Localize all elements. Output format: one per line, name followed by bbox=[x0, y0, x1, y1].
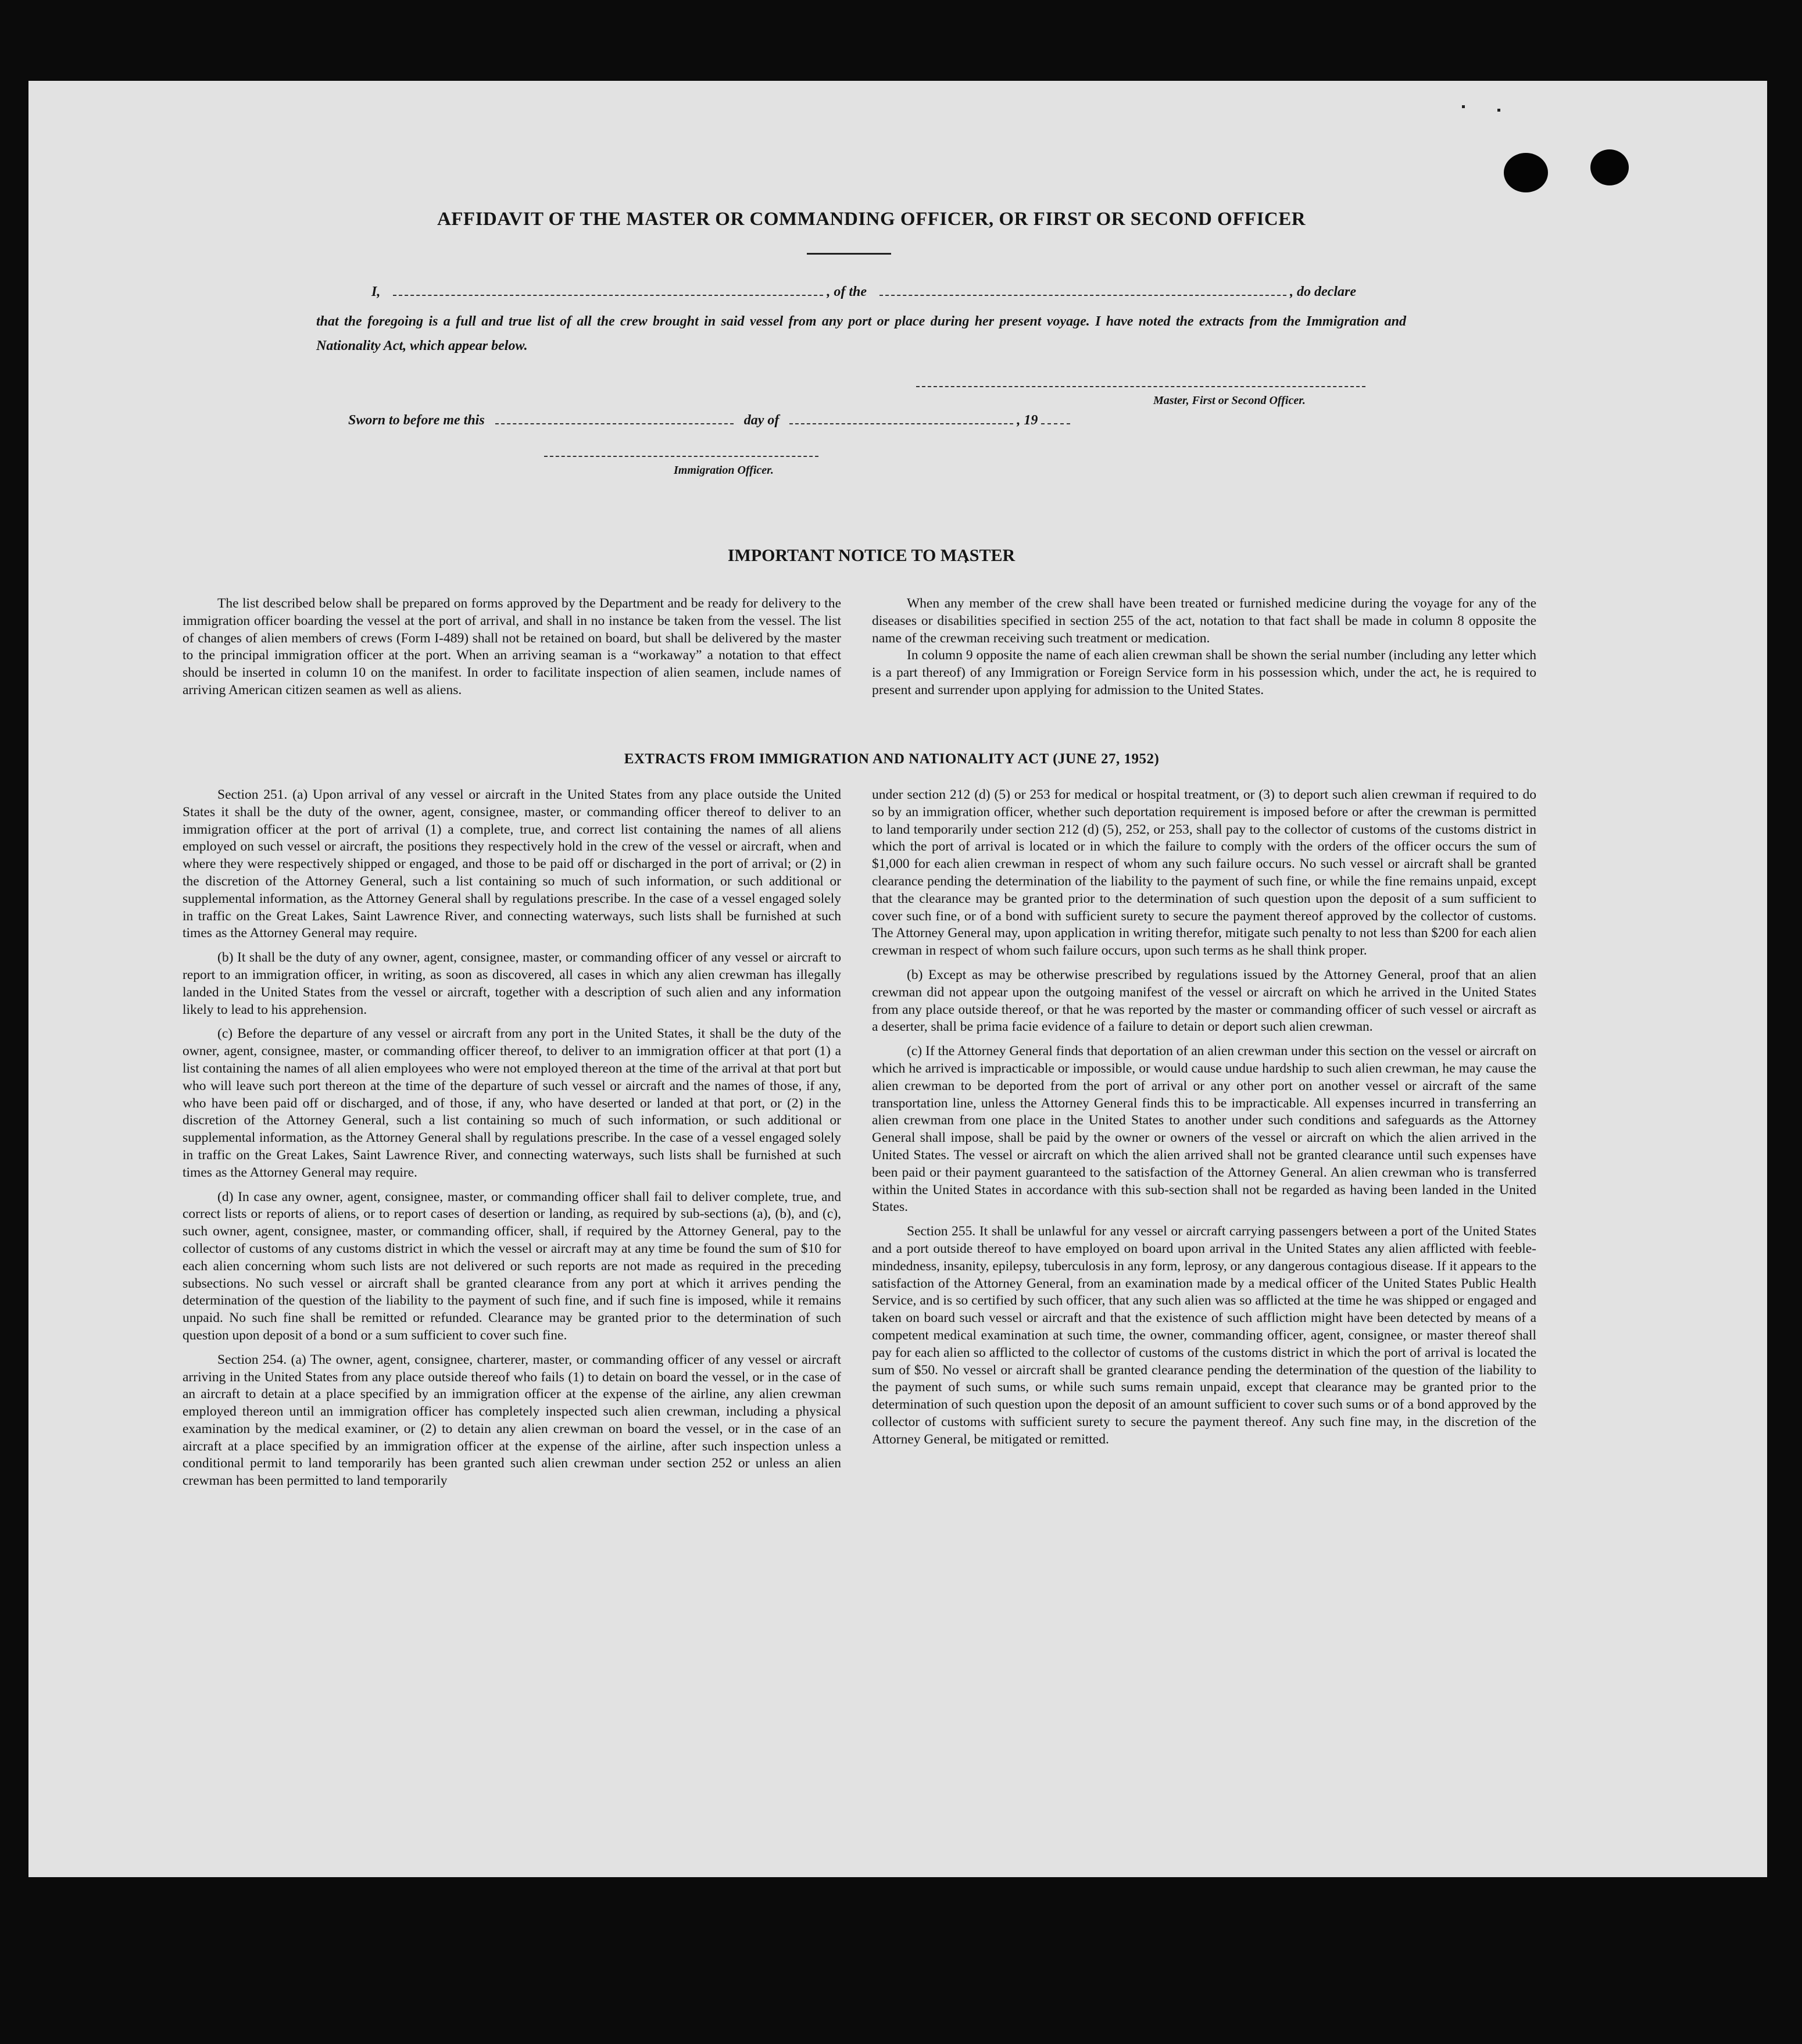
sworn-day-field[interactable] bbox=[495, 413, 734, 424]
scan-speck bbox=[1497, 109, 1500, 112]
notice-right-column bbox=[872, 595, 1536, 706]
section-251-a: Section 251. (a) Upon arrival of any vessel or aircraft in the United States from any place outside the United States it shall be the duty of the owner, agent, consignee, master, or commanding officer thereof to deliver to an immigration officer at the port of arrival (1) a complete, true, and correct list containing the names of all aliens employed on such vessel or aircraft, the positions they respectively hold in the crew of the vessel or aircraft, when and where they were respectively shipped or engaged, and those to be paid off or discharged in the port of arrival; or (2) in the discretion of the Attorney General, such a list containing so much of such information, or such additional or supplemental information, as the Attorney General shall by regulations prescribe. In the case of a vessel engaged solely in traffic on the Great Lakes, Saint Lawrence River, and connecting waterways, such lists shall be furnished at such times as the Attorney General may require. bbox=[183, 787, 841, 941]
do-declare-label: , do declare bbox=[1290, 284, 1356, 299]
scan-speck bbox=[1462, 105, 1465, 108]
section-251-d: (d) In case any owner, agent, consignee, master, or commanding officer shall fail to deliver complete, true, and correct lists or reports of aliens, or to report cases of desertion or landing, as required by sub-sections (a), (b), and (c), such owner, agent, consignee, master, or commanding officer, shall, if required by the Attorney General, pay to the collector of customs of any customs district in which the vessel or aircraft may at any time be found the sum of $10 for each alien concerning whom such lists are not delivered or such reports are not made as required in the preceding subsections. No such vessel or aircraft shall be granted clearance from any port at which it arrives pending the determination of the question of the liability to the payment of such fine, and if such fine is imposed, while it remains unpaid. No such fine shall be remitted or refunded. Clearance may be granted prior to the determination of such question upon deposit of a bond or a sum sufficient to cover such fine. bbox=[183, 1189, 841, 1343]
notice-right-paragraph-1: When any member of the crew shall have been treated or furnished medicine during the voyage for any of the diseases or disabilities specified in section 255 of the act, notation to that fact shall be made in column 8 opposite the name of the crewman receiving such treatment or medication. bbox=[872, 596, 1536, 646]
vessel-name-field[interactable] bbox=[879, 284, 1286, 296]
declarant-line bbox=[371, 284, 1356, 300]
day-of-label: day of bbox=[743, 413, 780, 428]
document-sheet bbox=[28, 81, 1767, 1877]
notice-right-paragraph-2: In column 9 opposite the name of each alien crewman shall be shown the serial number (including any letter which is a part thereof) of any Immigration or Foreign Service form in his possession which, under the act, he is required to present and surrender upon applying for admission to the United States. bbox=[872, 648, 1536, 698]
sworn-prefix: Sworn to before me this bbox=[348, 413, 485, 428]
ink-blot bbox=[1504, 153, 1548, 192]
notice-title: IMPORTANT NOTICE TO MASTER bbox=[727, 546, 1016, 565]
extracts-title: EXTRACTS FROM IMMIGRATION AND NATIONALITY ACT (JUNE 27, 1952) bbox=[624, 751, 1160, 767]
declarant-name-field[interactable] bbox=[393, 284, 823, 296]
of-the-label: , of the bbox=[827, 284, 867, 299]
ink-blot bbox=[1590, 149, 1629, 185]
notice-left-paragraph: The list described below shall be prepared on forms approved by the Department and be ready for delivery to the immigration officer boarding the vessel at the port of arrival, and shall in no instance be taken from the vessel. The list of changes of alien members of crews (Form I-489) shall not be retained on board, but shall be delivered by the master to the principal immigration officer at the port. When an arriving seaman is a “workaway” a notation to that effect should be inserted in column 10 on the manifest. In order to facilitate inspection of alien seamen, include names of arriving American citizen seamen as well as aliens. bbox=[183, 596, 841, 698]
section-254-c: (c) If the Attorney General finds that deportation of an alien crewman under this section on the vessel or aircraft on which he arrived is impracticable or impossible, or would cause undue hardship to such alien crewman, he may cause the alien crewman to be deported from the port of arrival or any other port on another vessel or aircraft of the same transportation line, unless the Attorney General finds this to be impracticable. All expenses incurred in transferring an alien crewman from one place in the United States to another under such conditions and safeguards as the Attorney General shall impose, shall be paid by the owner or owners of the vessel or aircraft on which the alien arrived in the United States. The vessel or aircraft on which the alien arrived shall not be granted clearance until such expenses have been paid or their payment guaranteed to the satisfaction of the Attorney General. An alien crewman who is transferred within the United States in accordance with this sub-section shall not be regarded as having been landed in the United States. bbox=[872, 1044, 1536, 1215]
section-254-a: Section 254. (a) The owner, agent, consignee, charterer, master, or commanding officer of any vessel or aircraft arriving in the United States from any place outside thereof who fails (1) to detain on board the vessel, or in the case of an aircraft to detain at a place specified by an immigration officer at the expense of the airline, any alien crewman employed thereon until an immigration officer has completely inspected such alien crewman, including a physical examination by the medical examiner, or (2) to detain any alien crewman on board the vessel, or in the case of an aircraft at a place specified by an immigration officer at the expense of the airline, after such inspection unless a conditional permit to land temporarily has been granted such alien crewman under section 252 or unless an alien crewman has been permitted to land temporarily bbox=[183, 1352, 841, 1489]
declaration-text: that the foregoing is a full and true list of all the crew brought in said vessel from any port or place during her present voyage. I have noted the extracts from the Immigration and Nationality Act, which appear below. bbox=[316, 314, 1406, 353]
section-254-a-continued: under section 212 (d) (5) or 253 for medical or hospital treatment, or (3) to deport such alien crewman if required to do so by an immigration officer, whether such deportation requirement is imposed before or after the crewman is permitted to land temporarily under section 212 (d) (5), 252, or 253, shall pay to the collector of customs of the customs district in which the port of arrival is located or in which the failure to comply with the orders of the officer occurs the sum of $1,000 for each alien crewman in respect of whom any such failure occurs. No such vessel or aircraft shall be granted clearance pending the determination of the liability to the payment of such fine, or while the fine remains unpaid, except that the clearance may be granted prior to the determination of such question upon the deposit of a sum sufficient to cover such fine, or of a bond with sufficient surety to secure the payment thereof approved by the collector of customs. The Attorney General may, upon application in writing therefor, mitigate such penalty to not less than $200 for each alien crewman in respect of whom such failure occurs, upon such terms as he shall think proper. bbox=[872, 787, 1536, 959]
master-caption: Master, First or Second Officer. bbox=[1153, 394, 1306, 407]
notice-left-column bbox=[183, 595, 841, 706]
section-254-b: (b) Except as may be otherwise prescribed by regulations issued by the Attorney General, proof that an alien crewman did not appear upon the outgoing manifest of the vessel or aircraft on which he arrived in the United States from any place outside thereof, or that he was reported by the master or commanding officer of such vessel or aircraft as a deserter, shall be prima facie evidence of a failure to detain or deport such alien crewman. bbox=[872, 967, 1536, 1035]
section-251-c: (c) Before the departure of any vessel or aircraft from any port in the United States, it shall be the duty of the owner, agent, consignee, master, or commanding officer thereof, to deliver to an immigration officer at that port (1) a list containing the names of all alien employees who were not employed thereon at the time of the arrival at that port but who will leave such port thereon at the time of the departure of such vessel or aircraft and the names of those, if any, who have been paid off or discharged, and of those, if any, who have deserted or landed at that port, or (2) in the discretion of the Attorney General, such a list containing so much of such information, or such additional or supplemental information, as the Attorney General shall by regulations prescribe. In the case of a vessel engaged solely in traffic on the Great Lakes, Saint Lawrence River, and connecting waterways, such lists shall be furnished at such times as the Attorney General may require. bbox=[183, 1026, 841, 1180]
sworn-year-field[interactable] bbox=[1041, 413, 1070, 424]
immigration-officer-signature-line[interactable] bbox=[544, 456, 818, 457]
affidavit-title: AFFIDAVIT OF THE MASTER OR COMMANDING OFFICER, OR FIRST OR SECOND OFFICER bbox=[437, 209, 1306, 230]
sworn-month-field[interactable] bbox=[789, 413, 1013, 424]
declarant-prefix: I, bbox=[371, 284, 381, 299]
sworn-line bbox=[348, 413, 1070, 428]
extracts-right-column bbox=[872, 787, 1536, 1455]
immigration-officer-caption: Immigration Officer. bbox=[674, 464, 774, 477]
section-255: Section 255. It shall be unlawful for any vessel or aircraft carrying passengers between a port of the United States and a port outside thereof to have employed on board upon arrival in the United States any alien afflicted with feeble-mindedness, insanity, epilepsy, tuberculosis in any form, leprosy, or any dangerous contagious disease. If it appears to the satisfaction of the Attorney General, from an examination made by a medical officer of the United States Public Health Service, and is so certified by such officer, that any such alien was so afflicted at the time he was shipped or engaged and taken on board such vessel or aircraft and that the existence of such affliction might have been detected by means of a competent medical examination at such time, the owner, commanding officer, agent, consignee, or master thereof shall pay for each alien so afflicted to the collector of customs of the customs district in which the port of arrival is located the sum of $50. No vessel or aircraft shall be granted clearance pending the determination of the question of the liability to the payment of such sums, or while such sums remain unpaid, except that clearance may be granted prior to the determination of such question upon the deposit of an amount sufficient to cover such sums or of a bond approved by the collector of customs with sufficient surety to secure the payment thereof. Any such fine may, in the discretion of the Attorney General, be mitigated or remitted. bbox=[872, 1224, 1536, 1447]
master-signature-line[interactable] bbox=[916, 386, 1365, 387]
extracts-left-column bbox=[183, 787, 841, 1497]
section-251-b: (b) It shall be the duty of any owner, agent, consignee, master, or commanding officer of any vessel or aircraft to report to an immigration officer, in writing, as soon as discovered, all cases in which any alien crewman has illegally landed in the United States from the vessel or aircraft, together with a description of such alien and any information likely to lead to his apprehension. bbox=[183, 950, 841, 1017]
title-divider bbox=[807, 253, 891, 255]
year-prefix: , 19 bbox=[1017, 413, 1038, 428]
